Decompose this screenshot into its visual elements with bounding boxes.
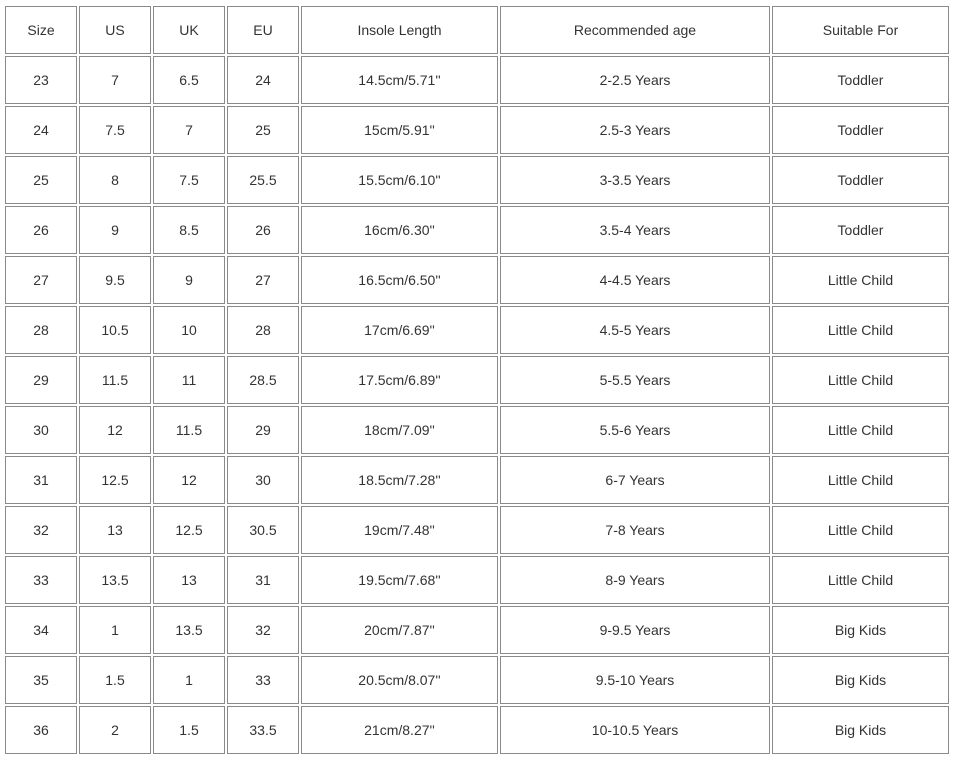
cell-size: 30 <box>5 406 77 454</box>
cell-recommended-age: 5.5-6 Years <box>500 406 770 454</box>
cell-size: 28 <box>5 306 77 354</box>
header-uk: UK <box>153 6 225 54</box>
cell-recommended-age: 4.5-5 Years <box>500 306 770 354</box>
cell-uk: 13 <box>153 556 225 604</box>
table-body <box>5 56 949 754</box>
cell-insole-length: 18.5cm/7.28'' <box>301 456 498 504</box>
cell-size: 35 <box>5 656 77 704</box>
cell-suitable-for: Little Child <box>772 456 949 504</box>
cell-size: 24 <box>5 106 77 154</box>
cell-suitable-for: Little Child <box>772 256 949 304</box>
cell-insole-length: 19.5cm/7.68'' <box>301 556 498 604</box>
cell-recommended-age: 2.5-3 Years <box>500 106 770 154</box>
cell-insole-length: 15.5cm/6.10'' <box>301 156 498 204</box>
table-row <box>5 106 949 154</box>
cell-insole-length: 18cm/7.09'' <box>301 406 498 454</box>
cell-uk: 6.5 <box>153 56 225 104</box>
cell-insole-length: 16.5cm/6.50'' <box>301 256 498 304</box>
cell-recommended-age: 9-9.5 Years <box>500 606 770 654</box>
cell-suitable-for: Big Kids <box>772 606 949 654</box>
cell-recommended-age: 7-8 Years <box>500 506 770 554</box>
cell-eu: 33 <box>227 656 299 704</box>
cell-eu: 28.5 <box>227 356 299 404</box>
cell-uk: 1 <box>153 656 225 704</box>
table-row <box>5 356 949 404</box>
table-row <box>5 506 949 554</box>
cell-uk: 13.5 <box>153 606 225 654</box>
cell-recommended-age: 5-5.5 Years <box>500 356 770 404</box>
cell-uk: 1.5 <box>153 706 225 754</box>
cell-insole-length: 20cm/7.87'' <box>301 606 498 654</box>
table-row <box>5 406 949 454</box>
cell-eu: 28 <box>227 306 299 354</box>
cell-suitable-for: Little Child <box>772 406 949 454</box>
cell-us: 12 <box>79 406 151 454</box>
cell-recommended-age: 6-7 Years <box>500 456 770 504</box>
cell-us: 9.5 <box>79 256 151 304</box>
cell-insole-length: 16cm/6.30'' <box>301 206 498 254</box>
cell-us: 1 <box>79 606 151 654</box>
table-row <box>5 256 949 304</box>
cell-us: 13.5 <box>79 556 151 604</box>
cell-size: 36 <box>5 706 77 754</box>
cell-suitable-for: Toddler <box>772 56 949 104</box>
cell-size: 29 <box>5 356 77 404</box>
header-suitable-for: Suitable For <box>772 6 949 54</box>
cell-insole-length: 15cm/5.91'' <box>301 106 498 154</box>
cell-size: 31 <box>5 456 77 504</box>
cell-size: 32 <box>5 506 77 554</box>
cell-recommended-age: 3-3.5 Years <box>500 156 770 204</box>
cell-us: 10.5 <box>79 306 151 354</box>
cell-uk: 12.5 <box>153 506 225 554</box>
cell-eu: 24 <box>227 56 299 104</box>
cell-suitable-for: Big Kids <box>772 706 949 754</box>
cell-uk: 8.5 <box>153 206 225 254</box>
cell-eu: 31 <box>227 556 299 604</box>
cell-recommended-age: 2-2.5 Years <box>500 56 770 104</box>
cell-eu: 30.5 <box>227 506 299 554</box>
cell-insole-length: 14.5cm/5.71'' <box>301 56 498 104</box>
cell-size: 34 <box>5 606 77 654</box>
cell-insole-length: 19cm/7.48'' <box>301 506 498 554</box>
table-row <box>5 606 949 654</box>
cell-suitable-for: Little Child <box>772 556 949 604</box>
cell-us: 11.5 <box>79 356 151 404</box>
cell-us: 9 <box>79 206 151 254</box>
cell-suitable-for: Little Child <box>772 356 949 404</box>
cell-size: 25 <box>5 156 77 204</box>
header-eu: EU <box>227 6 299 54</box>
cell-recommended-age: 4-4.5 Years <box>500 256 770 304</box>
cell-eu: 25.5 <box>227 156 299 204</box>
cell-uk: 7 <box>153 106 225 154</box>
cell-us: 2 <box>79 706 151 754</box>
cell-suitable-for: Little Child <box>772 306 949 354</box>
table-row <box>5 706 949 754</box>
cell-size: 26 <box>5 206 77 254</box>
table-row <box>5 456 949 504</box>
table-row <box>5 156 949 204</box>
cell-size: 33 <box>5 556 77 604</box>
cell-recommended-age: 10-10.5 Years <box>500 706 770 754</box>
header-insole-length: Insole Length <box>301 6 498 54</box>
cell-eu: 30 <box>227 456 299 504</box>
cell-eu: 25 <box>227 106 299 154</box>
cell-us: 13 <box>79 506 151 554</box>
cell-size: 27 <box>5 256 77 304</box>
header-us: US <box>79 6 151 54</box>
cell-us: 1.5 <box>79 656 151 704</box>
cell-uk: 9 <box>153 256 225 304</box>
cell-eu: 27 <box>227 256 299 304</box>
cell-us: 8 <box>79 156 151 204</box>
cell-suitable-for: Toddler <box>772 156 949 204</box>
table-row <box>5 56 949 104</box>
cell-suitable-for: Big Kids <box>772 656 949 704</box>
cell-recommended-age: 3.5-4 Years <box>500 206 770 254</box>
table-row <box>5 656 949 704</box>
cell-eu: 29 <box>227 406 299 454</box>
cell-insole-length: 17.5cm/6.89'' <box>301 356 498 404</box>
cell-insole-length: 21cm/8.27'' <box>301 706 498 754</box>
cell-suitable-for: Toddler <box>772 106 949 154</box>
cell-us: 7 <box>79 56 151 104</box>
cell-suitable-for: Little Child <box>772 506 949 554</box>
cell-insole-length: 20.5cm/8.07'' <box>301 656 498 704</box>
table-row <box>5 206 949 254</box>
header-recommended-age: Recommended age <box>500 6 770 54</box>
table-row <box>5 556 949 604</box>
cell-eu: 33.5 <box>227 706 299 754</box>
cell-us: 12.5 <box>79 456 151 504</box>
cell-uk: 10 <box>153 306 225 354</box>
cell-us: 7.5 <box>79 106 151 154</box>
size-chart-table <box>3 4 951 756</box>
cell-insole-length: 17cm/6.69'' <box>301 306 498 354</box>
cell-uk: 11.5 <box>153 406 225 454</box>
header-size: Size <box>5 6 77 54</box>
cell-recommended-age: 9.5-10 Years <box>500 656 770 704</box>
table-header-row <box>5 6 949 54</box>
table-row <box>5 306 949 354</box>
cell-suitable-for: Toddler <box>772 206 949 254</box>
cell-recommended-age: 8-9 Years <box>500 556 770 604</box>
cell-uk: 11 <box>153 356 225 404</box>
cell-uk: 7.5 <box>153 156 225 204</box>
cell-size: 23 <box>5 56 77 104</box>
cell-uk: 12 <box>153 456 225 504</box>
cell-eu: 26 <box>227 206 299 254</box>
cell-eu: 32 <box>227 606 299 654</box>
